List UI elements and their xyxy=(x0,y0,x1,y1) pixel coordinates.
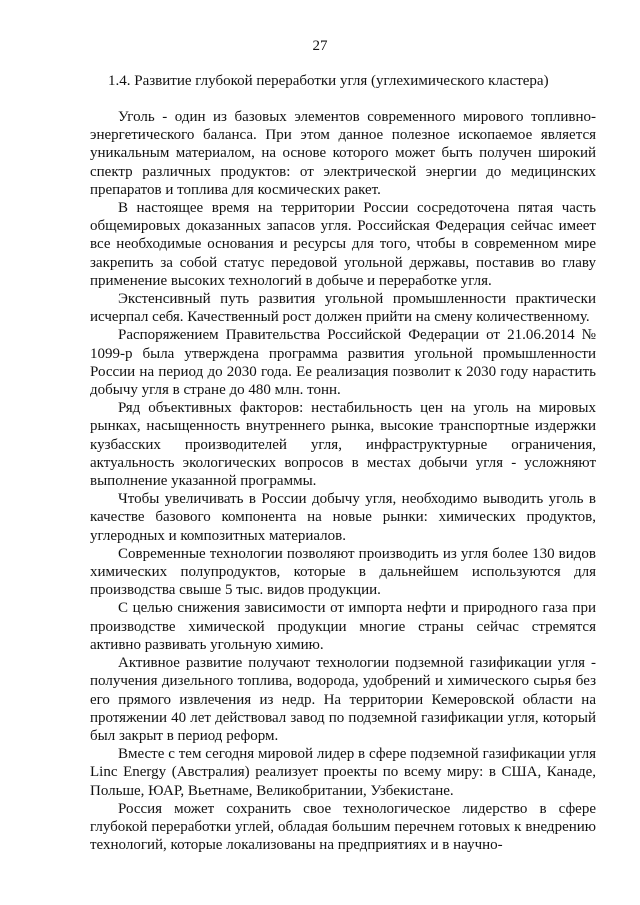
paragraph: Экстенсивный путь развития угольной промышленности практически исчерпал себя. Качественный рост должен прийти на смену количественному. xyxy=(90,291,596,326)
paragraph: Современные технологии позволяют производить из угля более 130 видов химических полупродуктов, которые в дальнейшем используются для производства свыше 5 тыс. видов продукции. xyxy=(90,545,596,599)
page-number: 27 xyxy=(312,38,328,54)
paragraph: Уголь - один из базовых элементов современного мирового топливно-энергетического баланса. При этом данное полезное ископаемое является уникальным материалом, на основе которого может быть получен широкий спектр различных продуктов: от электрической энергии до медицинских препаратов и топлива для космических ракет. xyxy=(90,109,596,198)
paragraph: С целью снижения зависимости от импорта нефти и природного газа при производстве химической продукции многие страны сейчас стремятся активно развивать угольную химию. xyxy=(90,600,596,653)
paragraph: Активное развитие получают технологии подземной газификации угля - получения дизельного топлива, водорода, удобрений и химического сырья без его прямого извлечения из недр. На территории Кемеровской области на протяжении 40 лет действовал завод по подземной газификации угля, который был закрыт в период реформ. xyxy=(90,655,596,744)
paragraph: Вместе с тем сегодня мировой лидер в сфере подземной газификации угля Linc Energy (Австралия) реализует проекты по всему миру: в США, Канаде, Польше, ЮАР, Вьетнаме, Великобритании, Узбекистане. xyxy=(90,746,596,799)
paragraph: В настоящее время на территории России сосредоточена пятая часть общемировых доказанных запасов угля. Российская Федерация сейчас имеет все необходимые основания и ресурсы для того, чтобы в современном мире закрепить за собой статус передовой угольной державы, поставив во главу применение высоких технологий в добыче и переработке угля. xyxy=(90,200,596,289)
body-text xyxy=(90,108,596,854)
paragraph: Распоряжением Правительства Российской Федерации от 21.06.2014 № 1099-р была утверждена программа развития угольной промышленности России на период до 2030 года. Ее реализация позволит к 2030 году нарастить добычу угля в стране до 480 млн. тонн. xyxy=(90,327,596,399)
section-heading: 1.4. Развитие глубокой переработки угля (углехимического кластера) xyxy=(108,73,549,89)
paragraph: Ряд объективных факторов: нестабильность цен на уголь на мировых рынках, насыщенность внутреннего рынка, высокие транспортные издержки кузбасских производителей угля, инфраструктурные ограничения, актуальность экологических вопросов в местах добычи угля - усложняют выполнение указанной программы. xyxy=(90,400,596,490)
paragraph: Россия может сохранить свое технологическое лидерство в сфере глубокой переработки углей, обладая большим перечнем готовых к внедрению технологий, которые локализованы на предприятиях и в научно- xyxy=(90,800,596,854)
paragraph: Чтобы увеличивать в России добычу угля, необходимо выводить уголь в качестве базового компонента на новые рынки: химических продуктов, углеродных и композитных материалов. xyxy=(90,491,596,544)
